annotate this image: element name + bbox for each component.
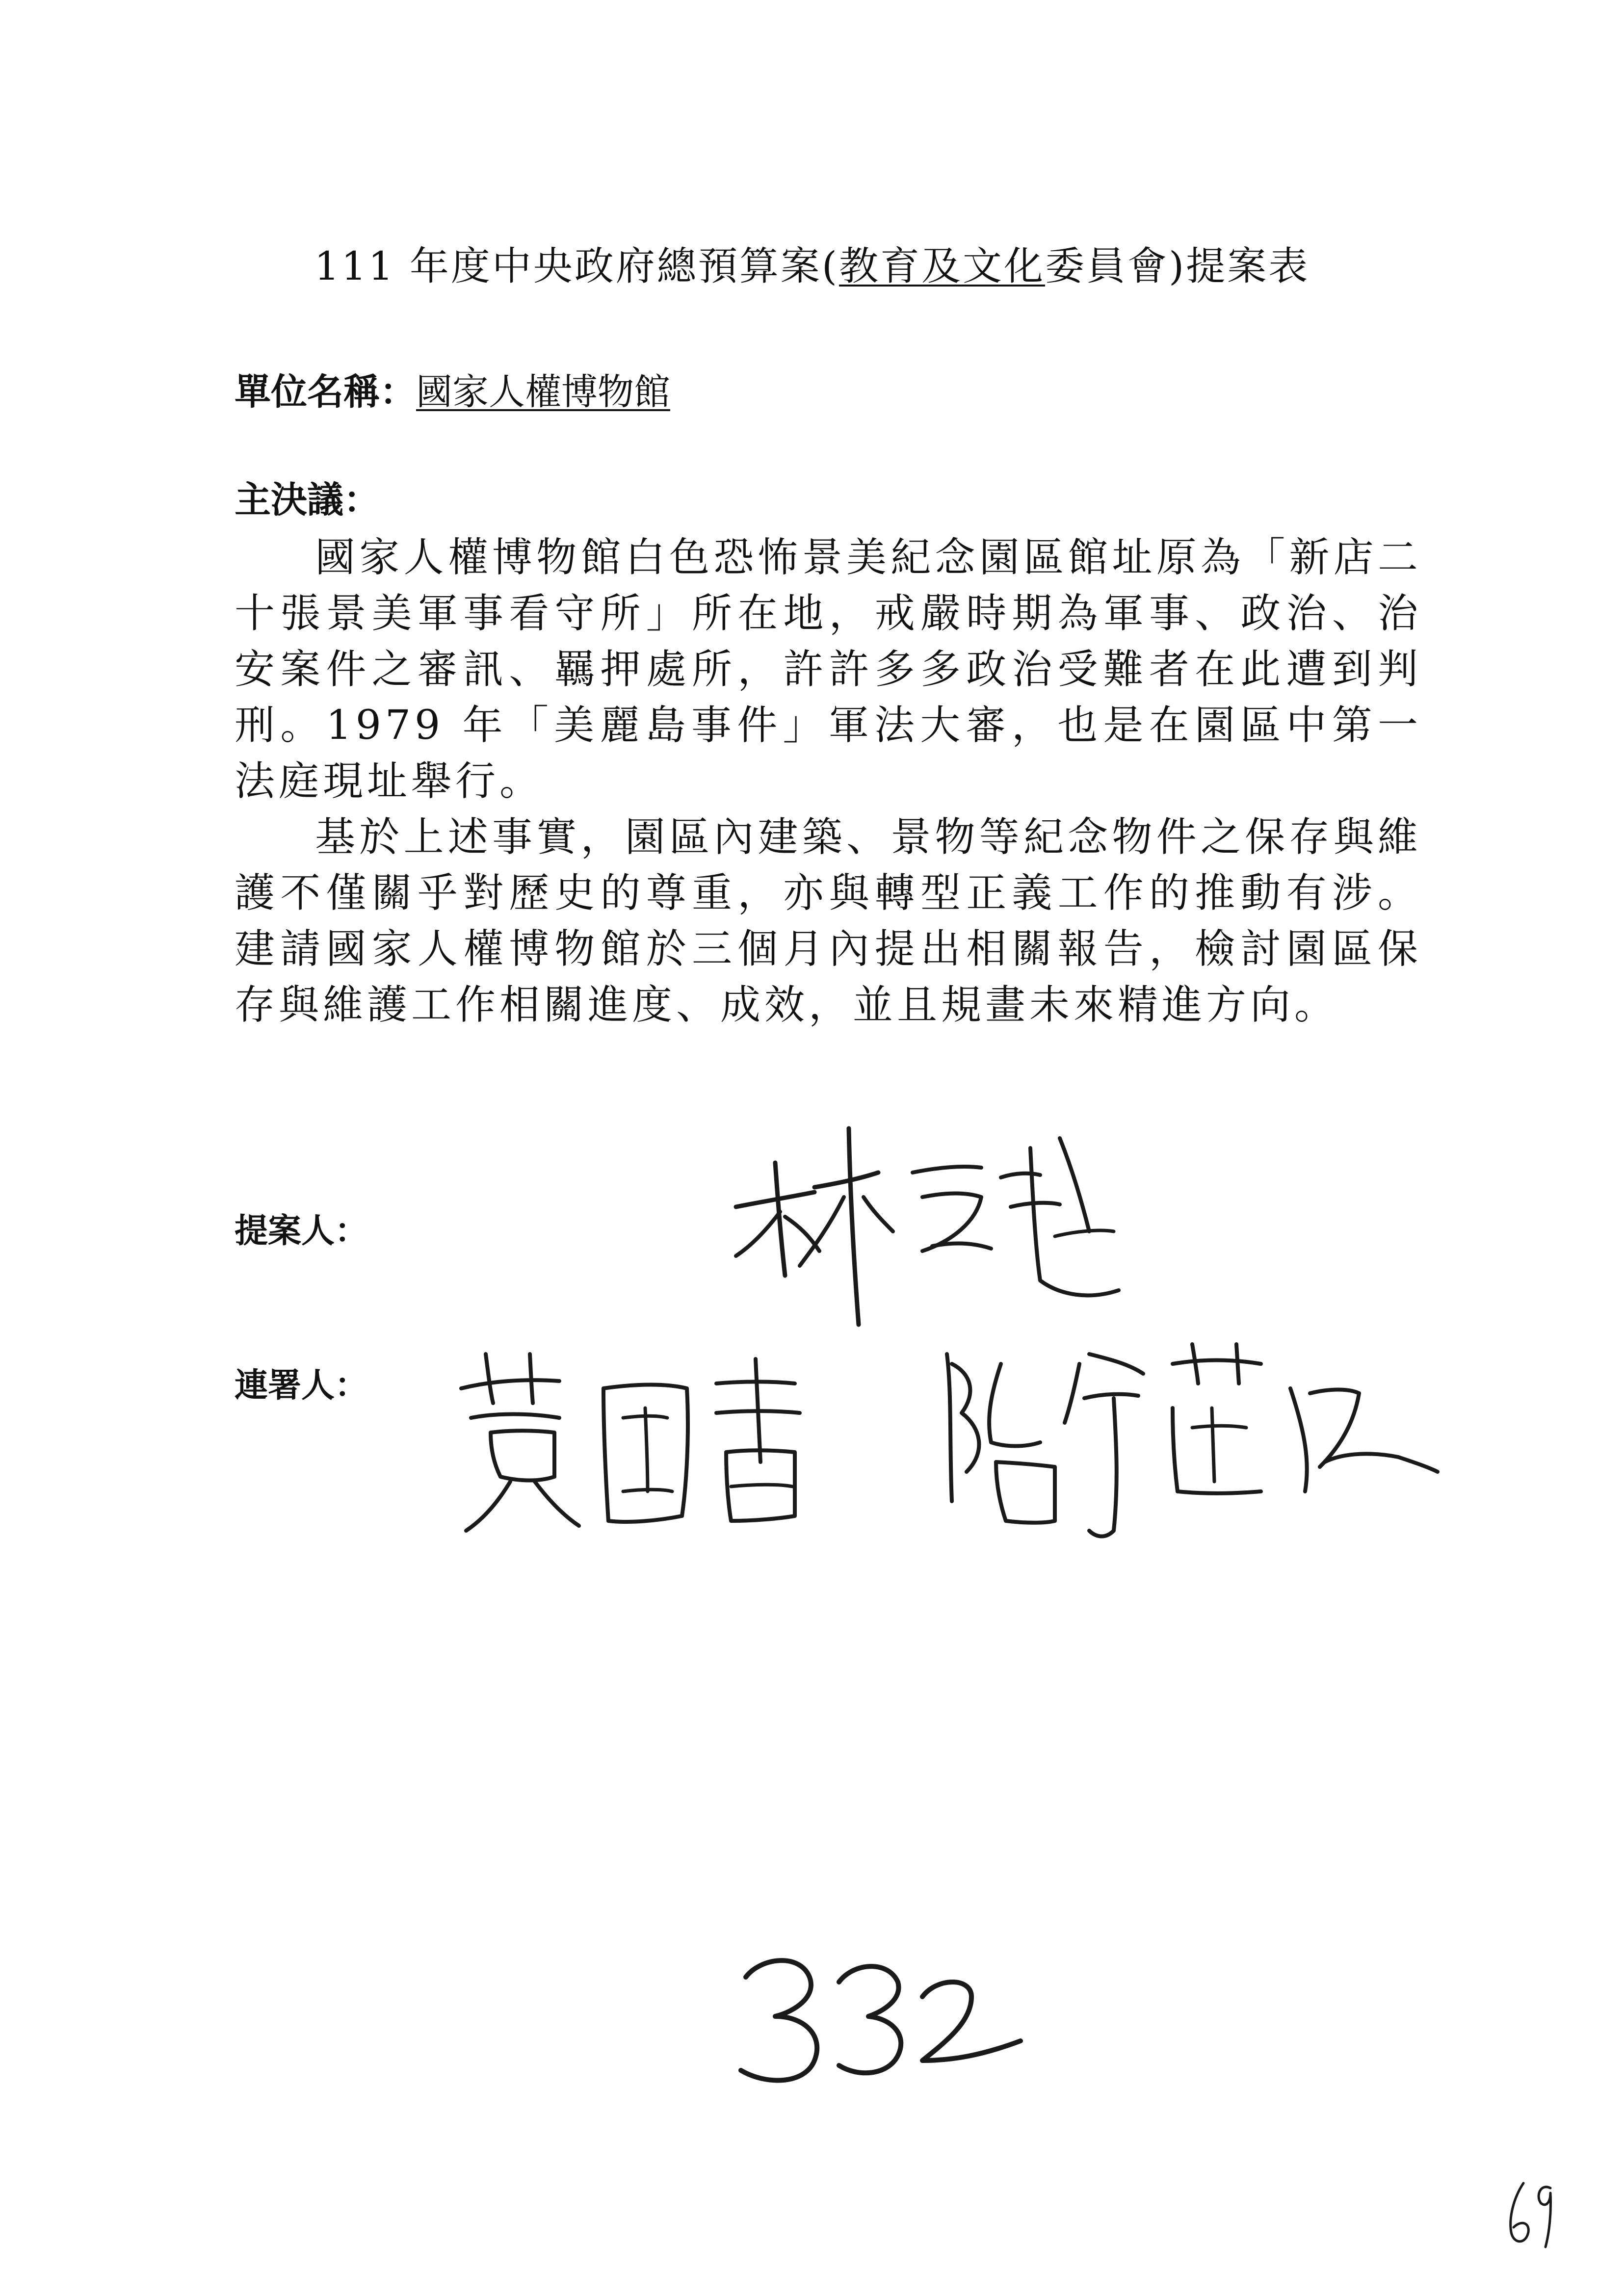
title-committee: 教育及文化 — [839, 243, 1046, 289]
proposer-label: 提案人： — [235, 1211, 368, 1251]
proposer-signature — [716, 1119, 1178, 1334]
title-suffix: 委員會)提案表 — [1045, 243, 1310, 289]
page-number — [1501, 2173, 1560, 2252]
handwritten-number — [726, 1938, 1030, 2095]
cosigner-signature-1 — [442, 1334, 814, 1540]
cosigner-label: 連署人： — [235, 1366, 368, 1405]
unit-label: 單位名稱： — [235, 371, 416, 413]
resolution-body — [235, 530, 1422, 1033]
cosigner-signature-2 — [917, 1334, 1447, 1540]
resolution-label: 主決議： — [235, 479, 380, 521]
unit-name: 國家人權博物館 — [416, 371, 670, 413]
title-prefix: 111 年度中央政府總預算案( — [314, 243, 839, 289]
unit-row — [235, 363, 670, 415]
paragraph-2: 基於上述事實，園區內建築、景物等紀念物件之保存與維護不僅關乎對歷史的尊重，亦與轉型正義工作的推動有涉。建請國家人權博物館於三個月內提出相關報告，檢討園區保存與維護工作相關進度、成效，並且規畫未來精進方向。 — [235, 814, 1422, 1028]
document-title — [0, 235, 1624, 291]
paragraph-1: 國家人權博物館白色恐怖景美紀念園區館址原為「新店二十張景美軍事看守所」所在地，戒嚴時期為軍事、政治、治安案件之審訊、羈押處所，許許多多政治受難者在此遭到判刑。1979 年「美麗島事件」軍法大審，也是在園區中第一法庭現址舉行。 — [235, 534, 1422, 805]
